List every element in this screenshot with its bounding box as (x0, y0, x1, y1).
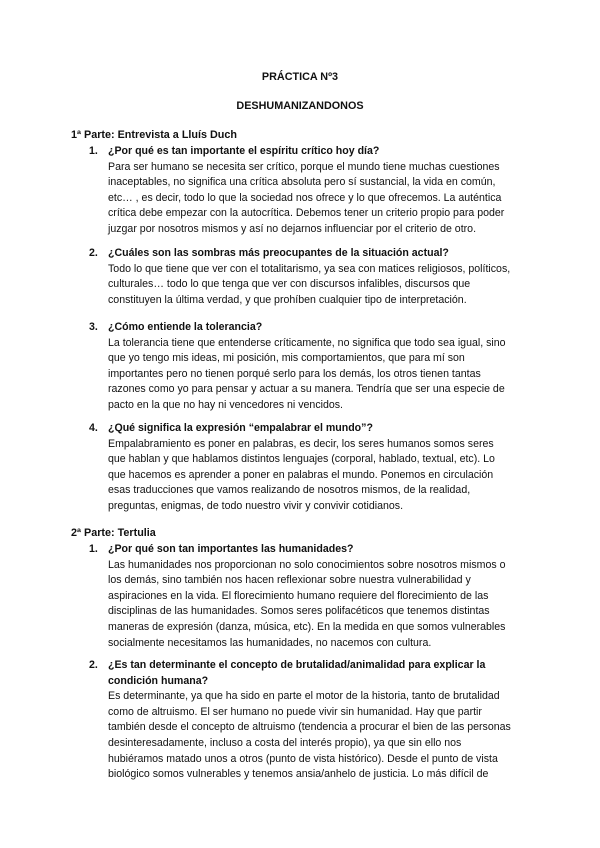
document-subtitle: DESHUMANIZANDONOS (236, 100, 364, 112)
part1-item-1 (89, 144, 514, 238)
part1-item-2 (89, 246, 514, 308)
answer-text: Es determinante, ya que ha sido en parte el motor de la historia, tanto de brutalidad como de altruismo. El ser humano no puede vivir sin humanidad. Hay que partir también desde el concepto de altruismo (tendencia a procurar el bien de las personas desinteresadamente, incluso a costa del interés propio), ya que sin ello nos hubiéramos matado unos a otros (punto de vista histórico). Desde el punto de vista biológico somos vulnerables y tenemos ansia/anhelo de justicia. Lo más difícil de (108, 690, 511, 781)
question-text: ¿Es tan determinante el concepto de brutalidad/animalidad para explicar la condición humana? (108, 659, 486, 687)
answer-text: Todo lo que tiene que ver con el totalitarismo, ya sea con matices religiosos, políticos, culturales… todo lo que tenga que ver con discursos infalibles, discursos que constituyen la última verdad, y que prohíben cualquier tipo de interpretación. (108, 262, 511, 306)
document-title: PRÁCTICA Nº3 (261, 71, 339, 83)
part2-item-1 (89, 542, 514, 651)
answer-text: Para ser humano se necesita ser crítico, porque el mundo tiene muchas cuestiones inaceptables, no significa una crítica absoluta pero sí sustancial, la vida en común, etc… , es decir, todo lo que la sociedad nos ofrece y lo que ofrecemos. La auténtica crítica debe empezar con la autocrítica. Debemos tener un criterio propio para poder juzgar por nosotros mismos y así no dejarnos influenciar por el criterio de otro. (108, 160, 505, 235)
question (89, 320, 514, 336)
answer-text: Las humanidades nos proporcionan no solo conocimientos sobre nosotros mismos o los demás, sino también nos hacen reflexionar sobre nuestra vulnerabilidad y aspiraciones en la vida. El florecimiento humano requiere del florecimiento de las disciplinas de las humanidades. Somos seres polifacéticos que tenemos distintas maneras de expresión (danza, música, etc). En la medida en que somos vulnerables socialmente necesitamos las humanidades, no nacemos con cultura. (108, 558, 506, 649)
part2-heading: 2ª Parte: Tertulia (71, 527, 156, 539)
part1-item-4 (89, 421, 514, 515)
question (89, 421, 514, 437)
question-text: ¿Cuáles son las sombras más preocupantes de la situación actual? (108, 247, 449, 259)
part1-item-3 (89, 320, 514, 414)
item-number: 2. (89, 659, 98, 671)
question-text: ¿Cómo entiende la tolerancia? (108, 321, 263, 333)
item-number: 1. (89, 145, 98, 157)
question-text: ¿Por qué son tan importantes las humanidades? (108, 543, 354, 555)
question-text: ¿Por qué es tan importante el espíritu crítico hoy día? (108, 145, 380, 157)
question (89, 246, 514, 262)
question (89, 542, 514, 558)
item-number: 2. (89, 247, 98, 259)
item-number: 4. (89, 422, 98, 434)
answer-text: Empalabramiento es poner en palabras, es decir, los seres humanos somos seres que hablan y que hablamos distintos lenguajes (corporal, hablado, textual, etc). Lo que hacemos es aprender a poner en palabras el mundo. Ponemos en circulación esas traducciones que vamos realizando de nosotros mismos, de la realidad, preguntas, enigmas, de todo nuestro vivir y convivir cotidianos. (108, 437, 495, 512)
item-number: 3. (89, 321, 98, 333)
question (89, 658, 514, 689)
answer-text: La tolerancia tiene que entenderse críticamente, no significa que todo sea igual, sino que yo tengo mis ideas, mi posición, mis comportamientos, que para mí son importantes pero no tienen porqué serlo para los demás, los otros tienen tantas razones como yo para pensar y actuar a su manera. Tendría que ser una especie de pacto en la que no hay ni vencedores ni vencidos. (108, 336, 506, 411)
question (89, 144, 514, 160)
item-number: 1. (89, 543, 98, 555)
part2-item-2 (89, 658, 514, 783)
question-text: ¿Qué significa la expresión “empalabrar el mundo”? (108, 422, 373, 434)
part1-heading: 1ª Parte: Entrevista a Lluís Duch (71, 129, 238, 141)
